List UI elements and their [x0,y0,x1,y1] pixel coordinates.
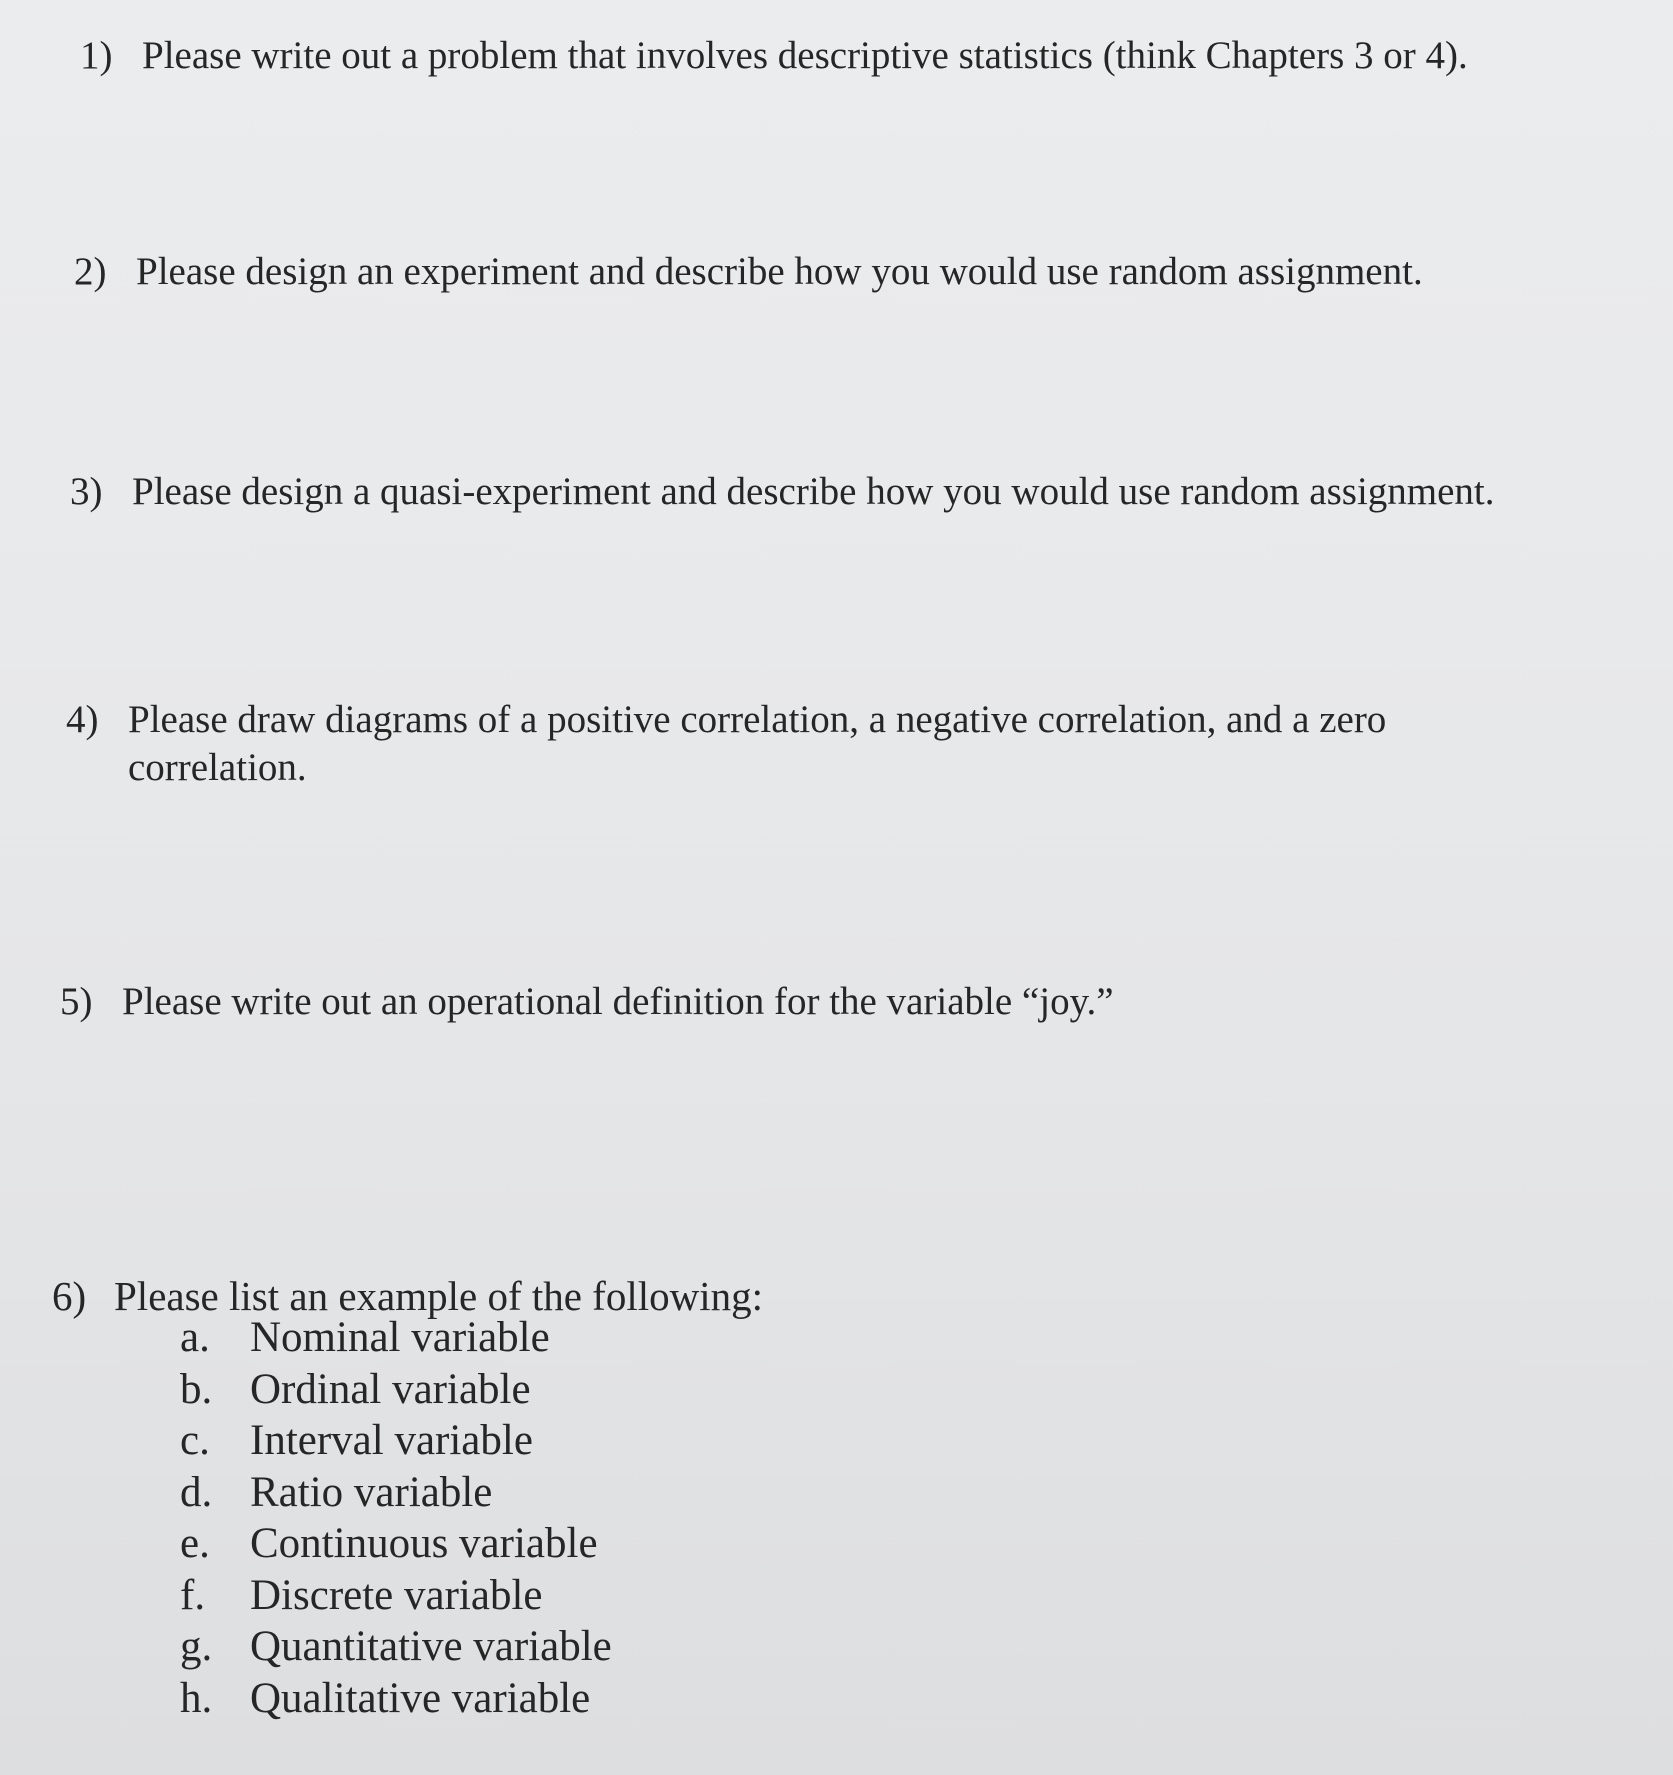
list-item-text: Ratio variable [250,1468,493,1516]
list-item-label: d. [180,1468,213,1516]
list-item-label: a. [180,1314,210,1361]
question-number: 3) [70,470,103,513]
list-item-text: Nominal variable [250,1314,550,1361]
list-item-label: b. [180,1365,213,1413]
question-1 [80,32,1468,80]
question-text: Please write out a problem that involves descriptive statistics (think Chapters 3 or 4). [142,34,1468,77]
question-2 [74,248,1423,296]
question-number: 2) [74,250,107,293]
list-item [180,1415,612,1467]
question-text: Please design an experiment and describe how you would use random assignment. [136,250,1423,293]
list-item [180,1312,612,1364]
list-item-label: g. [180,1623,213,1670]
list-item-text: Quantitative variable [250,1623,612,1670]
question-text: Please design a quasi-experiment and describe how you would use random assignment. [132,470,1495,513]
question-text: Please draw diagrams of a positive correlation, a negative correlation, and a zero [128,698,1387,741]
list-item [180,1673,612,1725]
list-item-label: c. [180,1417,210,1464]
question-text-continued: correlation. [128,746,307,789]
question-5 [60,978,1114,1026]
list-item-text: Qualitative variable [250,1674,591,1722]
list-item [180,1467,612,1519]
list-item [180,1570,612,1622]
question-number: 1) [80,34,113,77]
list-item-label: e. [180,1520,210,1567]
list-item [180,1621,612,1673]
list-item [180,1518,612,1570]
question-text: Please write out an operational definition for the variable “joy.” [122,980,1114,1023]
list-item-text: Interval variable [250,1417,533,1464]
list-item-label: h. [180,1674,213,1722]
list-item-label: f. [180,1571,206,1619]
question-number: 6) [52,1273,87,1319]
list-item-text: Discrete variable [250,1571,543,1619]
list-item [180,1364,612,1416]
question-number: 5) [60,980,93,1023]
question-text: Please list an example of the following: [114,1273,764,1319]
question-4 [66,696,1386,792]
variable-type-list [180,1312,612,1724]
list-item-text: Ordinal variable [250,1365,531,1413]
list-item-text: Continuous variable [250,1520,598,1567]
question-number: 4) [66,698,99,741]
question-3 [70,468,1495,516]
